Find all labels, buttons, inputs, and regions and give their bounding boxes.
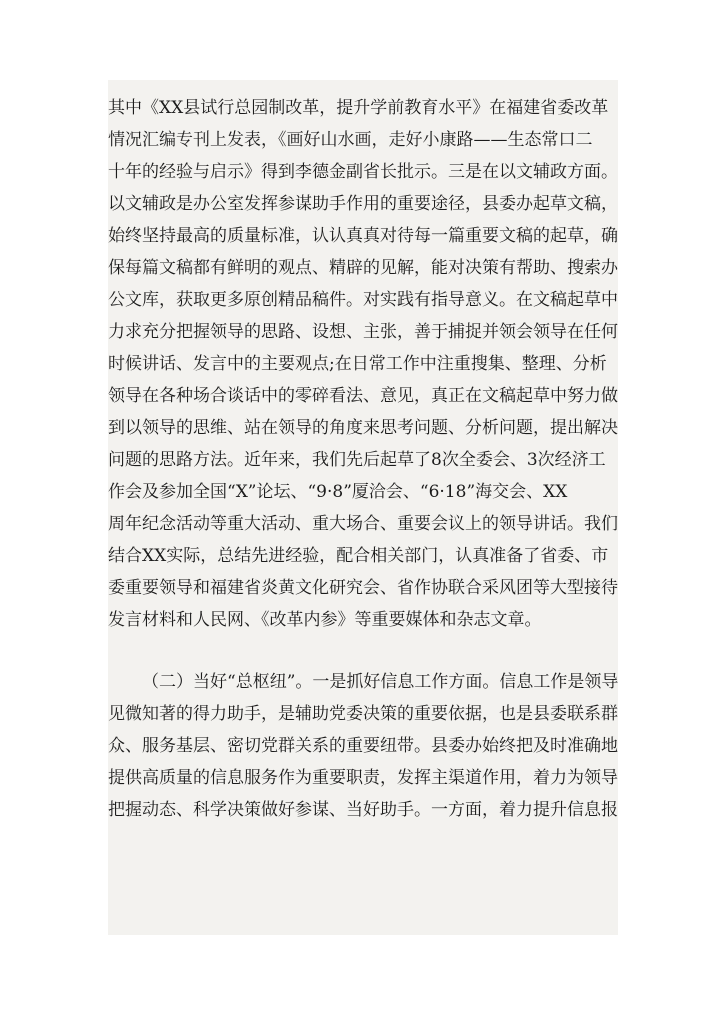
text-line: 到以领导的思维、站在领导的角度来思考问题、分析问题，提出解决	[108, 418, 618, 438]
text-line: 保每篇文稿都有鲜明的观点、精辟的见解，能对决策有帮助、搜索办	[108, 258, 618, 278]
text-line: 把握动态、科学决策做好参谋、当好助手。一方面，着力提升信息报	[108, 800, 618, 820]
document-page	[108, 80, 618, 935]
text-line: （二）当好“总枢纽”。一是抓好信息工作方面。信息工作是领导	[142, 672, 619, 692]
text-line: 情况汇编专刊上发表，《画好山水画，走好小康路——生态常口二	[108, 130, 593, 150]
text-line: 结合XX实际，总结先进经验，配合相关部门，认真准备了省委、市	[108, 546, 609, 566]
text-line: 周年纪念活动等重大活动、重大场合、重要会议上的领导讲话。我们	[108, 514, 618, 534]
text-line: 十年的经验与启示》得到李德金副省长批示。三是在以文辅政方面。	[108, 162, 618, 182]
text-line: 其中《XX县试行总园制改革，提升学前教育水平》在福建省委改革	[108, 98, 609, 118]
text-line: 作会及参加全国“X”论坛、“9·8”厦洽会、“6·18”海交会、XX	[108, 482, 568, 502]
text-line: 力求充分把握领导的思路、设想、主张，善于捕捉并领会领导在任何	[108, 322, 618, 342]
text-line: 委重要领导和福建省炎黄文化研究会、省作协联合采风团等大型接待	[108, 578, 618, 598]
text-line: 领导在各种场合谈话中的零碎看法、意见，真正在文稿起草中努力做	[108, 386, 618, 406]
text-line: 众、服务基层、密切党群关系的重要纽带。县委办始终把及时准确地	[108, 736, 618, 756]
text-line: 见微知著的得力助手，是辅助党委决策的重要依据，也是县委联系群	[108, 704, 618, 724]
text-line: 提供高质量的信息服务作为重要职责，发挥主渠道作用，着力为领导	[108, 768, 618, 788]
text-line: 以文辅政是办公室发挥参谋助手作用的重要途径，县委办起草文稿，	[108, 194, 618, 214]
text-line: 公文库，获取更多原创精品稿件。对实践有指导意义。在文稿起草中	[108, 290, 618, 310]
text-line: 时候讲话、发言中的主要观点;在日常工作中注重搜集、整理、分析	[108, 354, 607, 374]
text-line: 始终坚持最高的质量标准，认认真真对待每一篇重要文稿的起草，确	[108, 226, 618, 246]
text-line: 发言材料和人民网、《改革内参》等重要媒体和杂志文章。	[108, 610, 542, 630]
text-line: 问题的思路方法。近年来，我们先后起草了8次全委会、3次经济工	[108, 450, 606, 470]
